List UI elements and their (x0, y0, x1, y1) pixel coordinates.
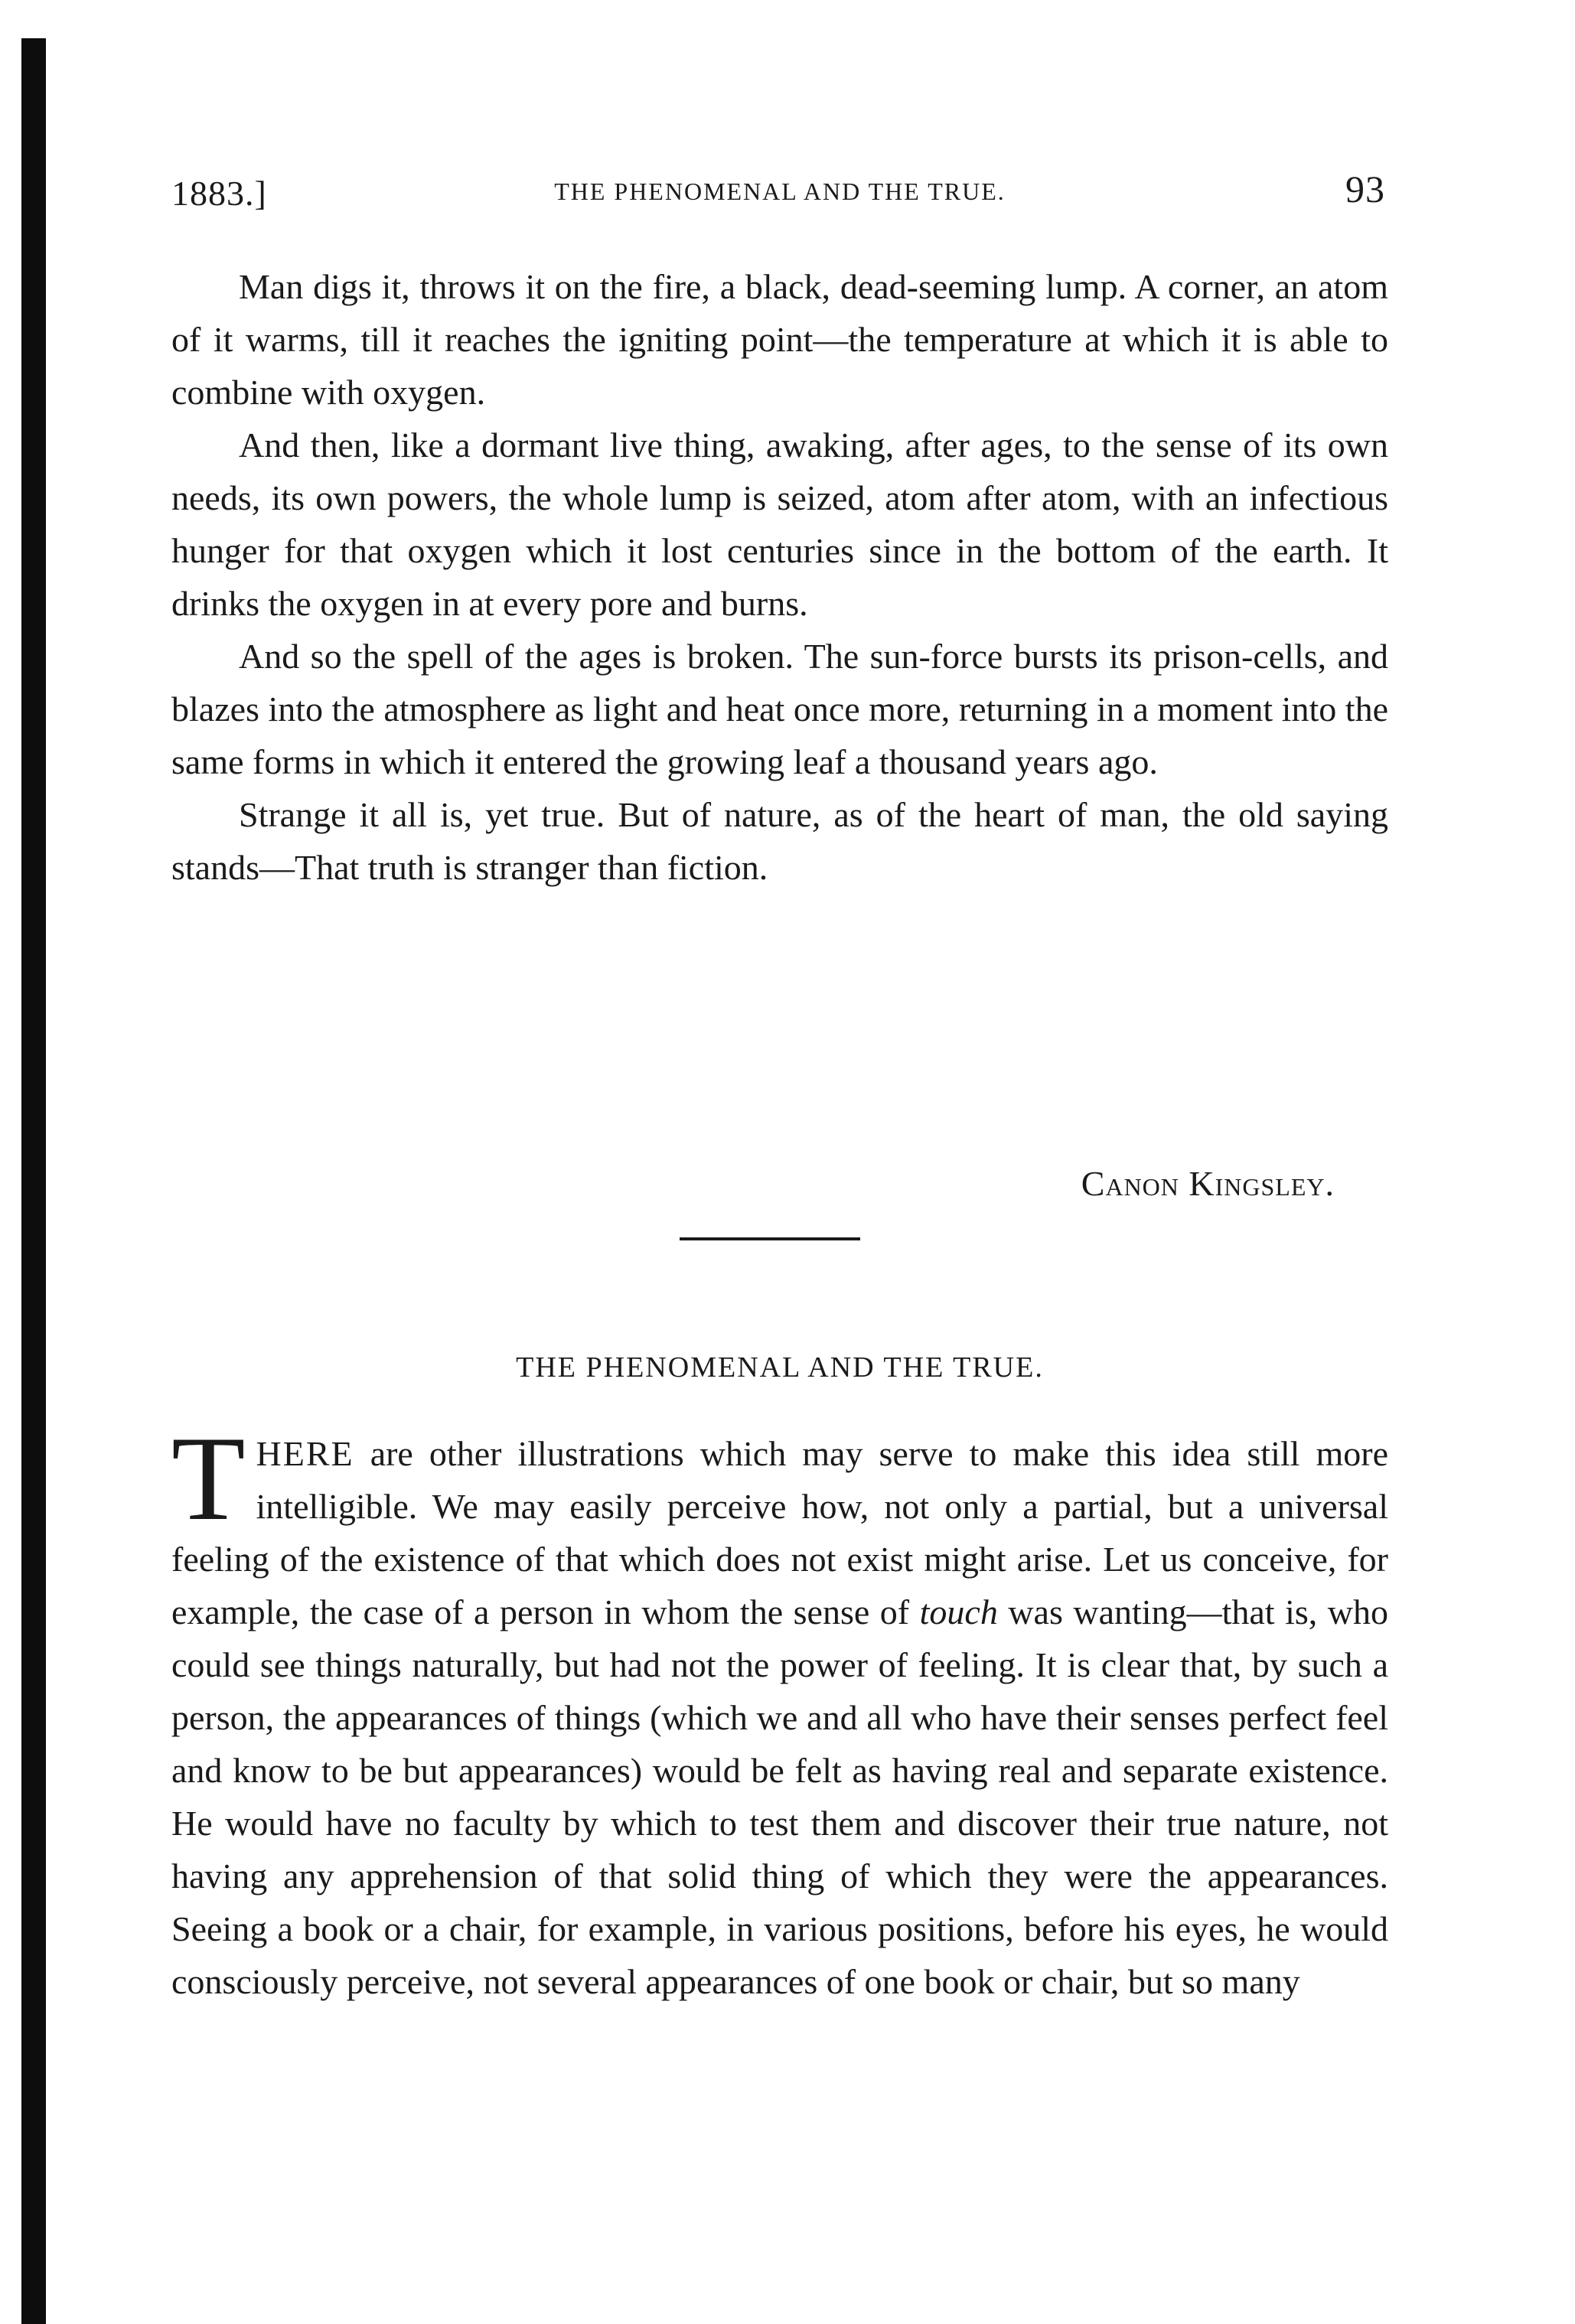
drop-cap: T (171, 1412, 246, 1546)
book-page (171, 0, 1388, 2324)
article-title: THE PHENOMENAL AND THE TRUE. (516, 1351, 1044, 1384)
paragraph: Strange it all is, yet true. But of nature, as of the heart of man, the old saying stands—That truth is stranger than fiction. (171, 795, 1388, 887)
running-head-year: 1883.] (171, 174, 267, 213)
section-divider (680, 1237, 860, 1240)
page-number: 93 (1345, 168, 1385, 210)
first-word: HERE (256, 1434, 354, 1473)
author-signature: Canon Kingsley. (1081, 1164, 1335, 1203)
article-text-part: was wanting—that is, who could see things naturally, but had not the power of feeling. It is clear that, by such a person, the appearances of things (which we and all who have their senses perfect feel and know to be but appearances) would be felt as having real and separate existence. He would have no faculty by which to test them and discover their true nature, not having any apprehension of that solid thing of which they were the appearances. Seeing a book or a chair, for example, in various positions, before his eyes, he would consciously perceive, not several appearances of one book or chair, but so many (171, 1592, 1388, 2001)
page-binding-edge (21, 38, 46, 2324)
italic-word: touch (919, 1592, 998, 1631)
first-section-text (171, 260, 1388, 894)
running-head-title: THE PHENOMENAL AND THE TRUE. (554, 178, 1006, 205)
running-head (171, 167, 1388, 220)
paragraph: And then, like a dormant live thing, awaking, after ages, to the sense of its own needs, its own powers, the whole lump is seized, atom after atom, with an infectious hunger for that oxygen which it lost centuries since in the bottom of the earth. It drinks the oxygen in at every pore and burns. (171, 425, 1388, 623)
article-paragraph (171, 1412, 1388, 2008)
article-text-part: are other illustrations which may serve to make this idea still more intelligible. We may easily perceive how, not only a partial, but a universal feeling of the existence of that which does not exist might arise. Let us conceive, for example, the case of a person in whom the sense of (171, 1434, 1388, 1631)
article-body (171, 1412, 1388, 2008)
paragraph: Man digs it, throws it on the fire, a black, dead-seeming lump. A corner, an atom of it warms, till it reaches the igniting point—the temperature at which it is able to combine with oxygen. (171, 267, 1388, 412)
paragraph: And so the spell of the ages is broken. The sun-force bursts its prison-cells, and blazes into the atmosphere as light and heat once more, returning in a moment into the same forms in which it entered the growing leaf a thousand years ago. (171, 637, 1388, 781)
